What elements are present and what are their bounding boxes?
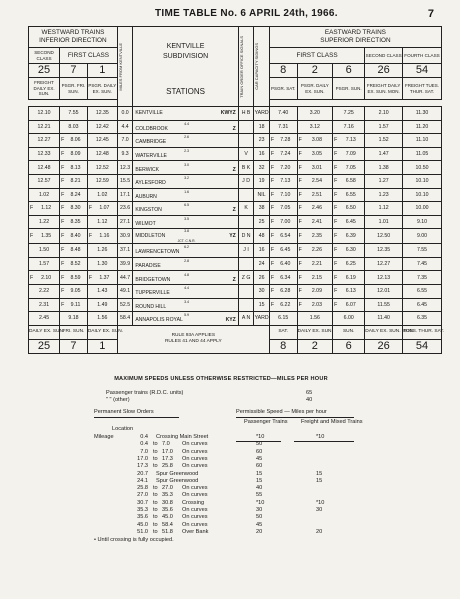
time-e2: F 2.35	[297, 229, 333, 244]
time-w25: 12.57	[29, 174, 60, 188]
time-e6: F 6.19	[333, 271, 365, 285]
time-w1: 12.42	[87, 120, 117, 134]
time-w7: F 8.59	[60, 271, 88, 285]
slow-order-row: 51.0 to 51.8 Over Bank 20 20	[137, 528, 323, 535]
office-signal	[238, 285, 254, 299]
other-speed-label: " " (other)	[106, 397, 130, 403]
footer-desc: DAILY EX. SUN. MON.	[365, 325, 403, 339]
mileage: 12.3	[117, 161, 133, 175]
station-name: 2.3 WATERVILLE	[133, 147, 238, 161]
siding-capacity: 15	[254, 298, 270, 312]
time-w7: 7.55	[60, 107, 88, 121]
mileage: 23.6	[117, 202, 133, 216]
footer-desc: DAILY EX. SUN.	[29, 325, 60, 339]
col-passenger: Passenger Trains	[244, 419, 288, 425]
train-desc: FREIGHT TUES. THUR. SAT.	[403, 78, 442, 100]
time-w25: 2.45	[29, 312, 60, 326]
time-e2: F 2.51	[297, 188, 333, 202]
time-w25: 12.21	[29, 120, 60, 134]
station-name: 2.6 CAMBRIDGE	[133, 134, 238, 148]
time-e2: 1.56	[297, 312, 333, 326]
office-signal: A N	[238, 312, 254, 326]
time-e8: 7.31	[269, 120, 297, 134]
time-e54: 7.35	[403, 271, 442, 285]
slow-order-row: 0.4 Crossing Main Street *10 *10	[140, 434, 325, 440]
e-second-class: SECOND CLASS	[365, 48, 403, 64]
time-w7: F 8.21	[60, 174, 88, 188]
time-w7: F 9.05	[60, 285, 88, 299]
mileage: 15.5	[117, 174, 133, 188]
perm-orders-heading: Permanent Slow Orders	[94, 409, 154, 415]
station-row	[29, 134, 442, 148]
perm-speed-heading: Permissible Speed — Miles per hour	[236, 409, 327, 415]
time-w1: 12.52	[87, 161, 117, 175]
office-signal	[238, 188, 254, 202]
passenger-speed-label: Passenger trains (R.D.C. units)	[106, 390, 184, 396]
time-w25: F 1.35	[29, 229, 60, 244]
station-name: KENTVILLE KWYZ	[133, 107, 238, 121]
time-w1: 1.12	[87, 215, 117, 229]
speeds-title: MAXIMUM SPEEDS UNLESS OTHERWISE RESTRICTED—MILES PER HOUR	[114, 376, 328, 382]
footer-desc: SAT.	[269, 325, 297, 339]
office-signal: B K	[238, 161, 254, 175]
time-e6: F 7.09	[333, 147, 365, 161]
mileage: 9.3	[117, 147, 133, 161]
train-desc: PSGR. SUN.	[333, 78, 365, 100]
time-e2: F 2.54	[297, 174, 333, 188]
page-number: 7	[427, 8, 434, 20]
train-desc: PSGR. FRI. SUN.	[60, 78, 88, 100]
col-freight: Freight and Mixed Trains	[301, 419, 363, 425]
time-e2: F 3.05	[297, 147, 333, 161]
time-e26: 11.55	[365, 298, 403, 312]
time-e6: F 6.25	[333, 257, 365, 271]
siding-capacity: YARD	[254, 107, 270, 121]
station-row	[29, 161, 442, 175]
time-e8: F 7.20	[269, 161, 297, 175]
siding-capacity: 16	[254, 147, 270, 161]
slow-order-row: 45.0 to 58.4 On curves 45	[137, 521, 263, 528]
station-name: 1.6 AUBURN	[133, 188, 238, 202]
time-e54: 6.45	[403, 298, 442, 312]
office-signal	[238, 298, 254, 312]
siding-capacity: 26	[254, 271, 270, 285]
footer-desc: DAILY EX. SUN.	[297, 325, 333, 339]
time-e6: F 6.58	[333, 174, 365, 188]
train-number: 7	[60, 339, 88, 353]
time-e6: F 6.07	[333, 298, 365, 312]
mileage: 30.9	[117, 229, 133, 244]
time-w25: 12.10	[29, 107, 60, 121]
time-w25: 12.33	[29, 147, 60, 161]
time-w7: 8.03	[60, 120, 88, 134]
train-number: 2	[297, 339, 333, 353]
time-w7: F 8.06	[60, 134, 88, 148]
time-e2: 3.12	[297, 120, 333, 134]
time-e8: F 7.28	[269, 134, 297, 148]
time-e54: 11.10	[403, 134, 442, 148]
time-e6: F 7.13	[333, 134, 365, 148]
time-w7: F 8.35	[60, 215, 88, 229]
train-number: 54	[403, 339, 442, 353]
time-w1: F 1.07	[87, 202, 117, 216]
time-w25: F 2.10	[29, 271, 60, 285]
mileage: 7.0	[117, 134, 133, 148]
time-e2: F 2.03	[297, 298, 333, 312]
time-w7: F 8.52	[60, 257, 88, 271]
time-w25: 12.48	[29, 161, 60, 175]
mileage-label: Mileage	[94, 434, 114, 440]
time-w25: 12.27	[29, 134, 60, 148]
time-e8: F 6.22	[269, 298, 297, 312]
time-e26: 1.27	[365, 174, 403, 188]
time-e54: 10.00	[403, 202, 442, 216]
time-e6: F 6.39	[333, 229, 365, 244]
station-row	[29, 202, 442, 216]
office-signal	[238, 120, 254, 134]
time-e2: F 2.41	[297, 215, 333, 229]
office-signal: Z G	[238, 271, 254, 285]
siding-capacity: 30	[254, 285, 270, 299]
westward-header: WESTWARD TRAINS INFERIOR DIRECTION	[29, 27, 118, 48]
time-e6: F 7.05	[333, 161, 365, 175]
rules-note: RULE 93A APPLIES RULES 41 AND 44 APPLY	[117, 325, 269, 353]
mileage: 49.1	[117, 285, 133, 299]
time-w7: F 8.30	[60, 202, 88, 216]
siding-capacity: NIL	[254, 188, 270, 202]
time-e54: 11.30	[403, 107, 442, 121]
slow-order-row: 17.3 to 25.8 On curves 60	[137, 463, 263, 470]
station-row	[29, 174, 442, 188]
siding-capacity: 23	[254, 134, 270, 148]
time-e8: F 7.05	[269, 202, 297, 216]
station-row	[29, 298, 442, 312]
time-e2: 3.20	[297, 107, 333, 121]
w-first-class: FIRST CLASS	[60, 48, 118, 64]
time-e8: F 6.54	[269, 229, 297, 244]
time-e6: 7.25	[333, 107, 365, 121]
time-e26: 2.10	[365, 107, 403, 121]
train-number: 26	[365, 64, 403, 78]
page-header	[0, 8, 460, 22]
station-name: 2.8 PARADISE	[133, 257, 238, 271]
time-e6: F 6.50	[333, 202, 365, 216]
time-e2: F 2.21	[297, 257, 333, 271]
station-name: 3.4 ROUND HILL	[133, 298, 238, 312]
time-w1: 1.26	[87, 244, 117, 258]
time-e54: 9.00	[403, 229, 442, 244]
time-e54: 6.35	[403, 312, 442, 326]
office-signal: K	[238, 202, 254, 216]
time-e54: 10.10	[403, 188, 442, 202]
slow-order-row: 0.4 to 7.0 On curves 50	[140, 441, 263, 448]
passenger-speed-value: 65	[306, 390, 313, 396]
time-e8: F 6.34	[269, 271, 297, 285]
train-desc: FREIGHT DAILY EX. SUN. MON.	[365, 78, 403, 100]
mileage: 0.0	[117, 107, 133, 121]
time-w7: F 8.09	[60, 147, 88, 161]
time-w1: 12.45	[87, 134, 117, 148]
time-w7: 9.18	[60, 312, 88, 326]
time-e2: F 2.09	[297, 285, 333, 299]
time-w1: 1.43	[87, 285, 117, 299]
time-w1: 1.02	[87, 188, 117, 202]
time-e2: F 2.26	[297, 244, 333, 258]
time-e8: F 6.45	[269, 244, 297, 258]
time-w1: F 1.37	[87, 271, 117, 285]
time-e2: F 3.08	[297, 134, 333, 148]
slow-order-row: 35.3 to 35.6 On curves 30 30	[137, 507, 323, 513]
train-number: 1	[87, 64, 117, 78]
time-e8: F 6.40	[269, 257, 297, 271]
time-e8: F 6.28	[269, 285, 297, 299]
slow-order-row: 7.0 to 17.0 On curves 60	[140, 448, 263, 455]
time-e8: F 7.24	[269, 147, 297, 161]
signals-column-header: TRAIN ORDER OFFICE SIGNALS	[238, 27, 254, 107]
time-e26: 12.13	[365, 271, 403, 285]
office-signal: J I	[238, 244, 254, 258]
time-e2: F 3.01	[297, 161, 333, 175]
train-number: 7	[60, 64, 88, 78]
siding-capacity: 25	[254, 215, 270, 229]
station-name: 3.5 WILMOT	[133, 215, 238, 229]
office-signal: J D	[238, 174, 254, 188]
time-e54: 9.10	[403, 215, 442, 229]
train-number: 6	[333, 339, 365, 353]
col-location: Location	[112, 426, 134, 432]
footer-desc: TUES. THUR. SAT.	[403, 325, 442, 339]
office-signal	[238, 215, 254, 229]
train-number: 54	[403, 64, 442, 78]
station-name: 4.4 COLDBROOK Z	[133, 120, 238, 134]
other-speed-value: 40	[306, 397, 313, 403]
mileage: 17.1	[117, 188, 133, 202]
eastward-header: EASTWARD TRAINS SUPERIOR DIRECTION	[269, 27, 441, 48]
station-row	[29, 147, 442, 161]
siding-capacity: 18	[254, 120, 270, 134]
time-e26: 12.01	[365, 285, 403, 299]
train-desc: PSGR. DAILY EX. SUN.	[87, 78, 117, 100]
footer-desc: FRI. SUN.	[60, 325, 88, 339]
office-signal: V	[238, 147, 254, 161]
time-e26: 11.40	[365, 312, 403, 326]
mileage: 39.9	[117, 257, 133, 271]
office-signal: D N	[238, 229, 254, 244]
timetable-grid	[28, 26, 445, 354]
time-e54: 6.55	[403, 285, 442, 299]
time-w1: F 1.16	[87, 229, 117, 244]
footer-desc: DAILY EX. SUN.	[87, 325, 117, 339]
siding-capacity: 48	[254, 229, 270, 244]
station-name: 4.4 TUPPERVILLE	[133, 285, 238, 299]
time-w7: F 8.40	[60, 229, 88, 244]
time-e54: 7.55	[403, 244, 442, 258]
time-e54: 11.05	[403, 147, 442, 161]
station-row	[29, 215, 442, 229]
train-number: 8	[269, 339, 297, 353]
siding-capacity: 32	[254, 161, 270, 175]
train-number: 8	[269, 64, 297, 78]
footer-desc: SUN.	[333, 325, 365, 339]
station-row	[29, 188, 442, 202]
station-name: 3.8 MIDDLETON YZ JCT. C.N.R.	[133, 229, 238, 244]
page-title: TIME TABLE No. 6 APRIL 24th, 1966.	[155, 8, 338, 19]
time-w25: 1.50	[29, 244, 60, 258]
slow-order-row: 24.1 Spur Greenwood 15 15	[137, 477, 323, 484]
underline	[94, 417, 179, 418]
siding-capacity: 19	[254, 174, 270, 188]
mileage: 58.4	[117, 312, 133, 326]
office-signal	[238, 257, 254, 271]
station-row	[29, 120, 442, 134]
stations-header: STATIONS	[133, 78, 238, 107]
time-w7: F 9.11	[60, 298, 88, 312]
time-e26: 1.23	[365, 188, 403, 202]
slow-order-row: 20.7 Spur Greenwood 15 15	[137, 470, 323, 477]
time-e6: F 6.45	[333, 215, 365, 229]
time-w7: F 8.24	[60, 188, 88, 202]
capacity-column-header: CAR CAPACITY SIDINGS	[254, 27, 270, 107]
train-number: 25	[29, 339, 60, 353]
underline	[236, 417, 354, 418]
station-row	[29, 229, 442, 244]
station-name: 6.2 LAWRENCETOWN	[133, 244, 238, 258]
mileage: 4.4	[117, 120, 133, 134]
time-e26: 12.35	[365, 244, 403, 258]
time-e54: 7.45	[403, 257, 442, 271]
train-number: 2	[297, 64, 333, 78]
station-name: 4.8 BRIDGETOWN Z	[133, 271, 238, 285]
miles-column-header: MILES FROM KENTVILLE	[117, 27, 133, 107]
slow-order-row: 25.8 to 27.0 On curves 40	[137, 485, 263, 492]
time-e8: F 7.13	[269, 174, 297, 188]
e-fourth-class: FOURTH CLASS	[403, 48, 442, 64]
time-e54: 11.20	[403, 120, 442, 134]
time-e26: 1.01	[365, 215, 403, 229]
mileage: 27.1	[117, 215, 133, 229]
time-e6: F 6.13	[333, 285, 365, 299]
time-e8: 7.40	[269, 107, 297, 121]
train-desc: PSGR. SAT.	[269, 78, 297, 100]
time-e8: 6.15	[269, 312, 297, 326]
train-desc: PSGR. DAILY EX. SUN.	[297, 78, 333, 100]
station-row	[29, 107, 442, 121]
speeds-footnote: • Until crossing is fully occupied.	[94, 537, 174, 544]
e-first-class: FIRST CLASS	[269, 48, 364, 64]
time-e8: F 7.10	[269, 188, 297, 202]
siding-capacity: YARD	[254, 312, 270, 326]
mileage: 44.7	[117, 271, 133, 285]
time-w1: 1.56	[87, 312, 117, 326]
time-w1: 12.48	[87, 147, 117, 161]
train-desc: FREIGHT DAILY EX. SUN.	[29, 78, 60, 100]
slow-order-row: 35.6 to 45.0 On curves 50	[137, 514, 263, 521]
station-row	[29, 285, 442, 299]
station-name: 3.0 BERWICK Z	[133, 161, 238, 175]
station-name: 3.2 AYLESFORD	[133, 174, 238, 188]
mileage: 37.1	[117, 244, 133, 258]
slow-order-row: 30.7 to 30.8 Crossing *10 *10	[137, 499, 325, 506]
siding-capacity: 16	[254, 244, 270, 258]
station-row	[29, 312, 442, 326]
w-second-class: SECOND CLASS	[29, 48, 60, 64]
time-e6: F 6.55	[333, 188, 365, 202]
time-e8: F 7.00	[269, 215, 297, 229]
time-w1: 1.49	[87, 298, 117, 312]
siding-capacity: 38	[254, 202, 270, 216]
time-e26: 1.52	[365, 134, 403, 148]
time-e26: 1.38	[365, 161, 403, 175]
time-w1: 12.35	[87, 107, 117, 121]
station-row	[29, 244, 442, 258]
time-w1: 1.30	[87, 257, 117, 271]
train-number: 1	[87, 339, 117, 353]
time-e26: 1.47	[365, 147, 403, 161]
time-w7: F 8.13	[60, 161, 88, 175]
train-number: 25	[29, 64, 60, 78]
time-e54: 10.50	[403, 161, 442, 175]
time-w25: 1.22	[29, 215, 60, 229]
time-w1: 12.59	[87, 174, 117, 188]
time-w7: F 8.48	[60, 244, 88, 258]
time-e26: 1.57	[365, 120, 403, 134]
time-w25: 2.22	[29, 285, 60, 299]
siding-capacity: 24	[254, 257, 270, 271]
time-e26: 1.12	[365, 202, 403, 216]
time-e26: 12.50	[365, 229, 403, 244]
time-e54: 10.10	[403, 174, 442, 188]
mileage: 52.5	[117, 298, 133, 312]
time-e6: 6.00	[333, 312, 365, 326]
time-e2: F 2.15	[297, 271, 333, 285]
time-e6: F 6.30	[333, 244, 365, 258]
office-signal: H B	[238, 107, 254, 121]
time-w25: F 1.12	[29, 202, 60, 216]
station-row	[29, 271, 442, 285]
train-number: 26	[365, 339, 403, 353]
station-row	[29, 257, 442, 271]
station-name: 5.9 ANNAPOLIS ROYAL KYZ	[133, 312, 238, 326]
slow-order-row: 17.0 to 17.3 On curves 45	[137, 455, 263, 462]
slow-order-row: 27.0 to 35.3 On curves 55	[137, 492, 263, 499]
time-e6: 7.16	[333, 120, 365, 134]
train-number: 6	[333, 64, 365, 78]
station-name: 6.5 KINGSTON Z	[133, 202, 238, 216]
time-w25: 1.02	[29, 188, 60, 202]
office-signal	[238, 134, 254, 148]
time-e2: F 2.46	[297, 202, 333, 216]
time-e26: 12.27	[365, 257, 403, 271]
time-w25: 1.57	[29, 257, 60, 271]
subdivision-header: KENTVILLE SUBDIVISION	[133, 27, 238, 78]
time-w25: 2.31	[29, 298, 60, 312]
